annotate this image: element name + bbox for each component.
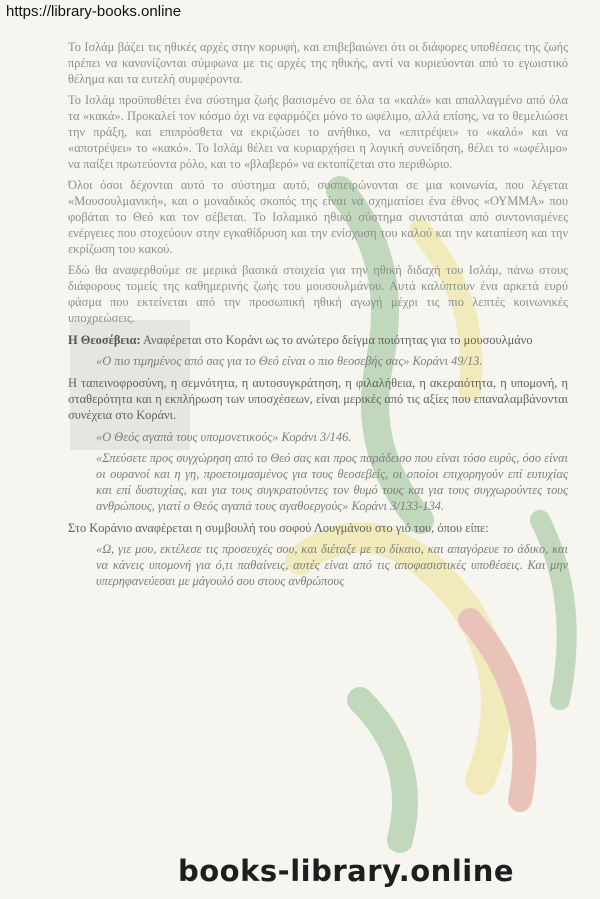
quote-2: «Ο Θεός αγαπά τους υπομονετικούς» Κοράνι 3/146.	[96, 429, 352, 444]
paragraph-6: Η ταπεινοφροσύνη, η σεμνότητα, η αυτοσυγκράτηση, η φιλαλήθεια, η ακεραιότητα, η υπομονή, η σταθερότητα και η εκπλήρωση των υποσχέσεων, είναι μερικές από τις αξίες που επαναλαμβάνονται συνέχεια στο Κοράνι.	[68, 376, 568, 422]
quote-4: «Ω, γιε μου, εκτέλεσε τις προσευχές σου, και διέταξε με το δίκαιο, και απαγόρευε το άδικο, και να κάνεις υπομονή για ό,τι παθαίνεις, αυτές είναι από τις αποφασιστικές υποθέσεις. Και μην υπερηφανεύεσαι με μάγουλό σου στους ανθρώπους	[96, 542, 568, 588]
paragraph-4: Εδώ θα αναφερθούμε σε μερικά βασικά στοιχεία για την ηθική διδαχή του Ισλάμ, πάνω στους διάφορους τομείς της καθημερινής ζωής του μουσουλμάνου. Αυτά καλύπτουν ένα αρκετά ευρύ φάσμα που εκτείνεται από την προσωπική ηθική αγωγή μέχρι τις πιο λεπτές κοινωνικές υποχρεώσεις.	[68, 263, 568, 325]
term-label: Η Θεοσέβεια:	[68, 332, 141, 347]
quote-3: «Σπεύσετε προς συγχώρηση από το Θεό σας και προς παράδεισο που είναι τόσο ευρύς, όσο είναι οι ουρανοί και η γη, προετοιμασμένος για τους θεοσεβείς, οι οποίοι επιχορηγούν επί ευτυχίας και επί δυστυχίας, και για τους συγκρατούντες τον θυμό τους και για τους συγχωρούντες τους ανθρώπους, γιατί ο Θεός αγαπά τους αγαθοεργούς» Κοράνι 3/133-134.	[96, 451, 568, 513]
source-url: https://library-books.online	[6, 3, 182, 20]
document-page	[68, 40, 568, 860]
watermark-text: books-library.online	[178, 854, 515, 888]
paragraph-3: Όλοι όσοι δέχονται αυτό το σύστημα αυτό, συσπειρώνονται σε μια κοινωνία, που λέγεται «Μουσουλμανική», και ο μοναδικός σκοπός της είναι να σχηματίσει ένα έθνος «ΟΥΜΜΑ» που φοβάται το Θεό και τον σέβεται. Το Ισλαμικό ηθικό σύστημα συνιστάται από συντονισμένες ενέργειες που στοχεύουν στην εγκαθίδρυση και την ενίσχυση του καλού και την καταπίεση και την εκρίζωση του κακού.	[68, 178, 568, 256]
paragraph-2: Το Ισλάμ προϋποθέτει ένα σύστημα ζωής βασισμένο σε όλα τα «καλά» και απαλλαγμένο από όλα τα «κακά». Προκαλεί τον κόσμο όχι να εφαρμόζει μόνο το ωφέλιμο, αλλά επίσης, να το θεμελιώσει την πράξη, και επιπρόσθετα να εκριζώσει το ανήθικο, να «επιτρέψει» το «καλό» και να «αποτρέψει» το «κακό». Το Ισλάμ θέλει να κυριαρχήσει η λογική συνείδηση, θέλει το «ωφέλιμο» να παίξει πρωτεύοντα ρόλο, και το «βλαβερό» να εκτοπίζεται στο περιθώριο.	[68, 93, 568, 171]
paragraph-1: Το Ισλάμ βάζει τις ηθικές αρχές στην κορυφή, και επιβεβαιώνει ότι οι διάφορες υποθέσεις της ζωής πρέπει να κανονίζονται σύμφωνα με τις αρχές της ηθικής, αντί να κυριεύονται από το εγωιστικό θέλημα και τα ευτελή συμφέροντα.	[68, 40, 568, 86]
paragraph-5-text: Αναφέρεται στο Κοράνι ως το ανώτερο δείγμα ποιότητας για το μουσουλμάνο	[140, 332, 533, 347]
quote-1: «Ο πιο τιμημένος από σας για το Θεό είναι ο πιο θεοσεβής σας» Κοράνι 49/13.	[96, 354, 483, 369]
paragraph-5	[68, 333, 568, 349]
paragraph-7: Στο Κοράνιο αναφέρεται η συμβουλή του σοφού Λουγμάνου στο γιό του, όπου είπε:	[68, 520, 489, 535]
